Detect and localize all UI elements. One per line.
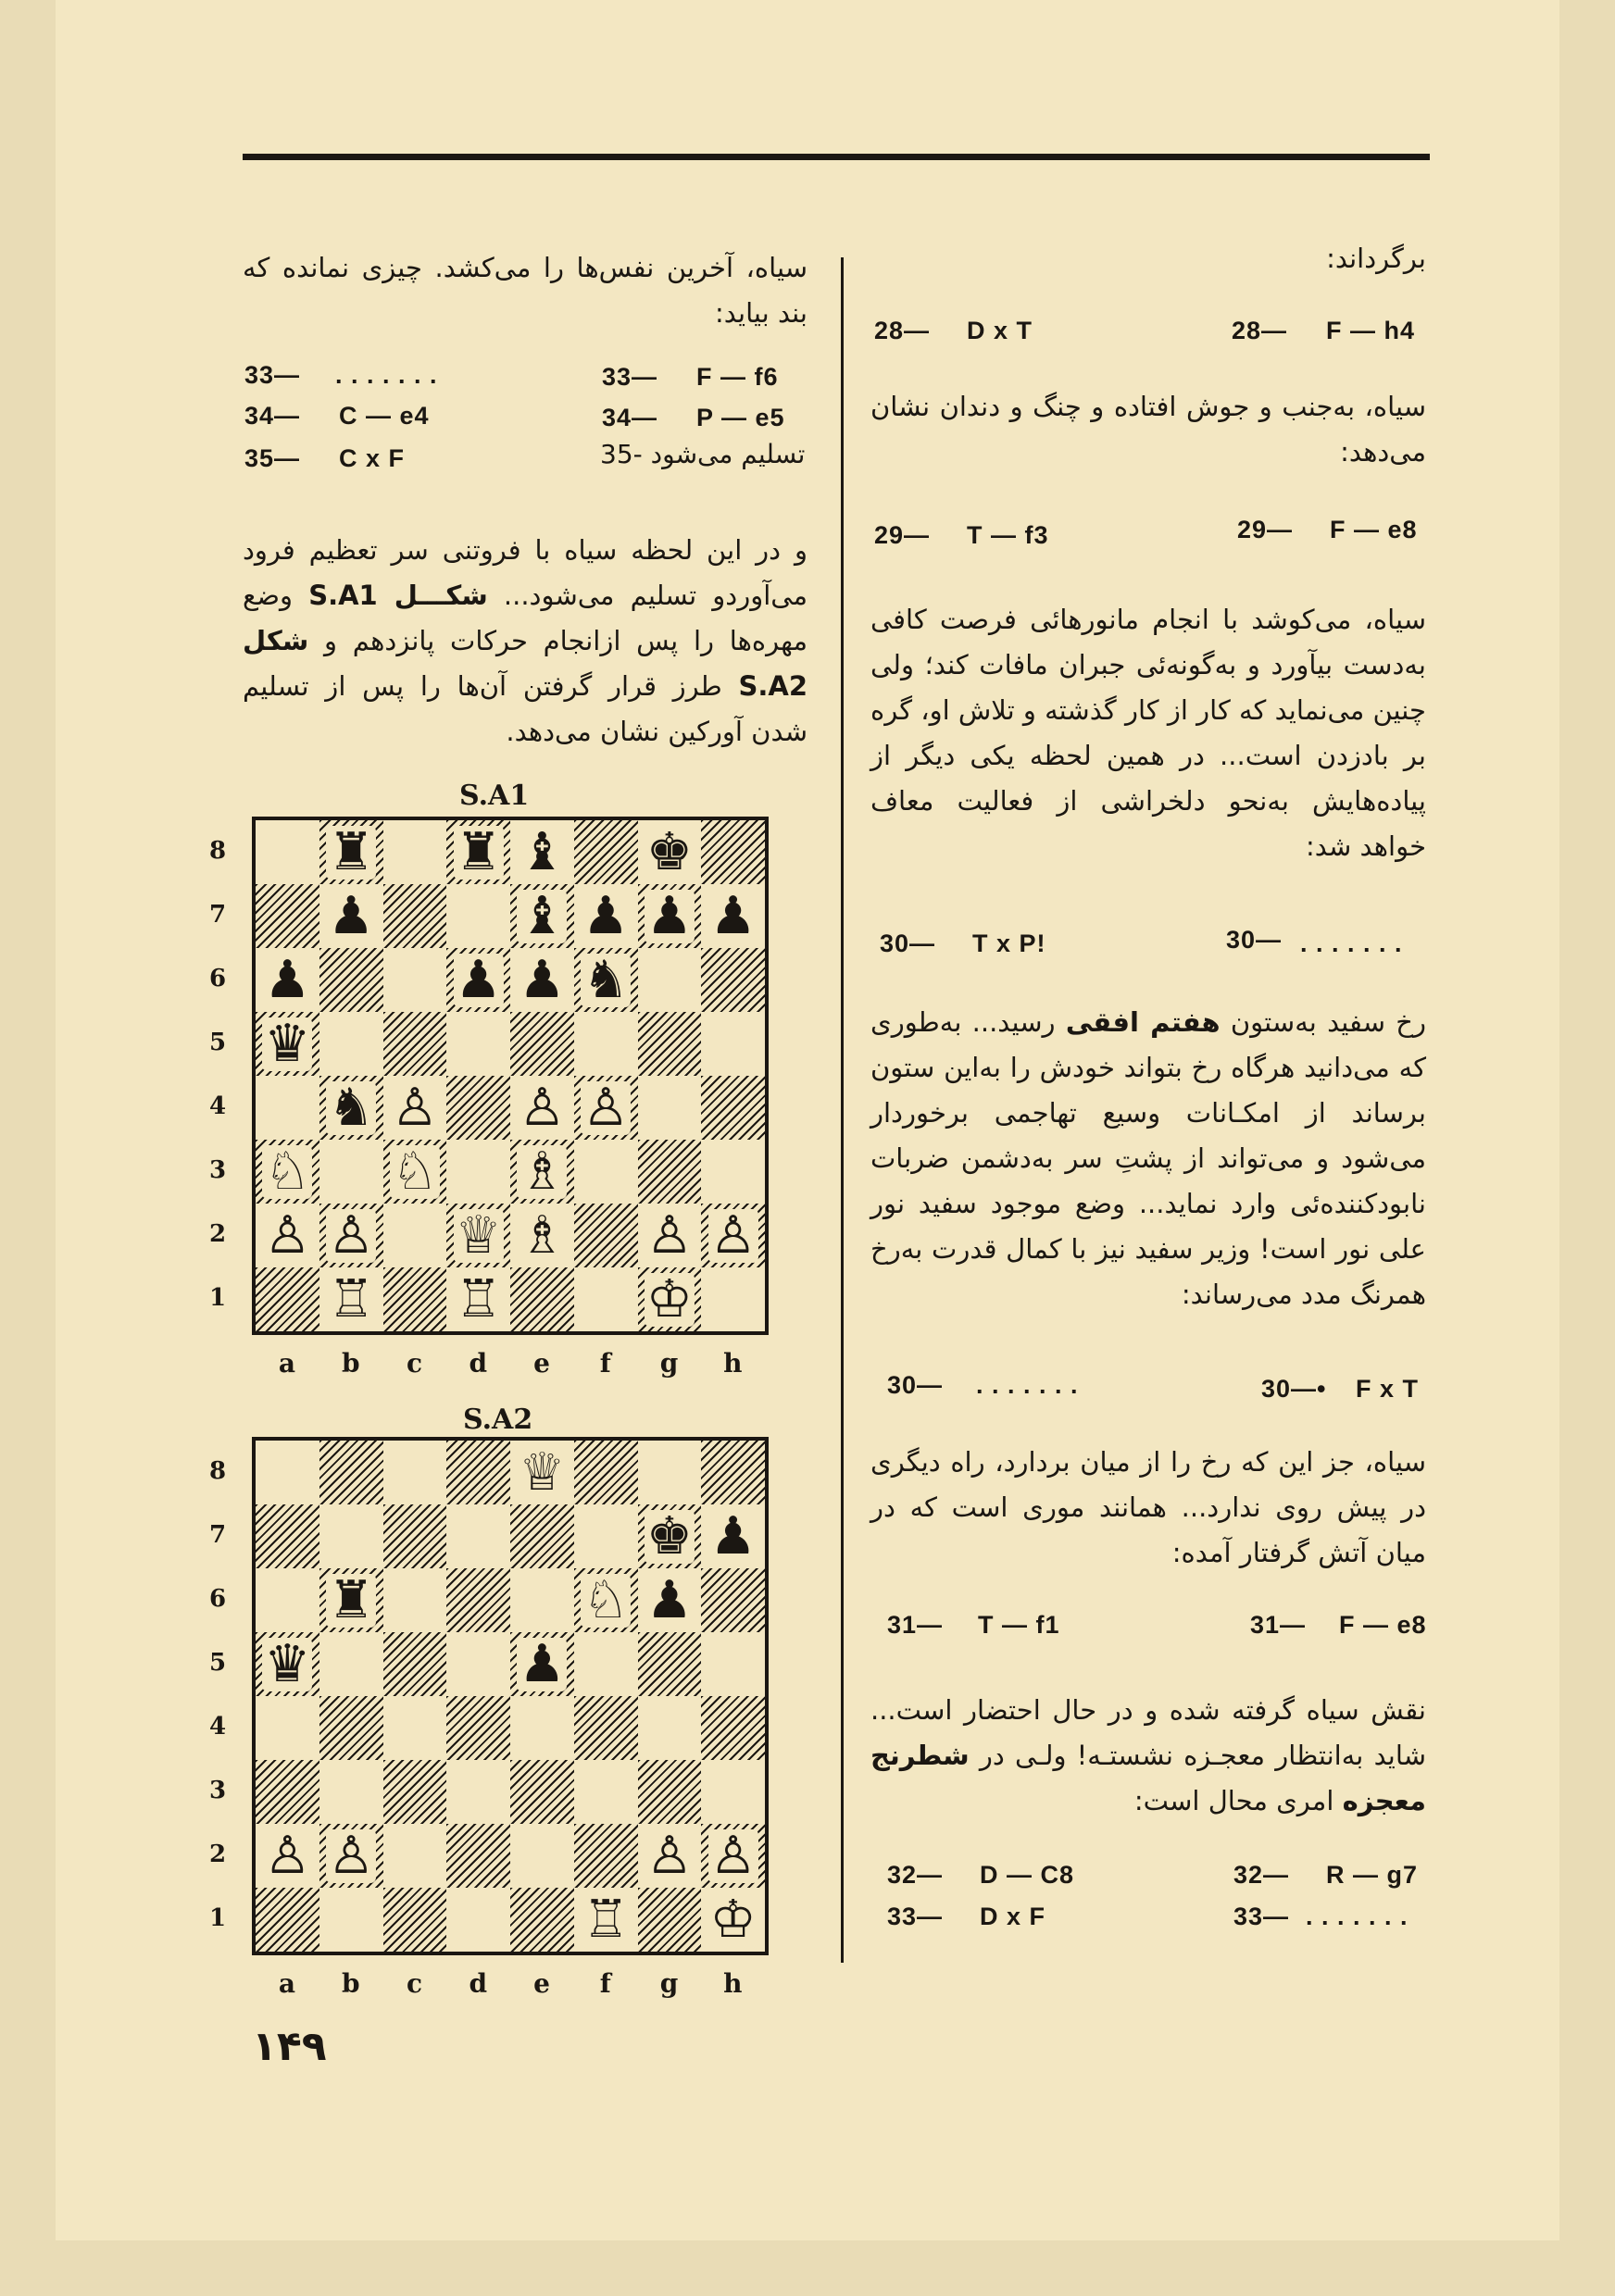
rank-label: 5 (208, 1649, 227, 1677)
board-square-g4 (638, 1076, 702, 1140)
chess-piece-h2: ♙ (709, 1825, 757, 1886)
board-square-b7 (319, 1504, 383, 1568)
board-square-d7 (446, 1504, 510, 1568)
board-square-g3 (638, 1760, 702, 1824)
rank-label: 7 (208, 901, 227, 929)
board-square-f3 (574, 1140, 638, 1204)
rank-label: 1 (208, 1284, 227, 1312)
chess-piece-h7: ♟ (709, 885, 757, 946)
board-square-f8 (574, 1441, 638, 1504)
move-text: . . . . . . . (335, 361, 438, 389)
board-square-b8 (319, 1441, 383, 1504)
file-label: c (406, 1968, 423, 1999)
file-label: c (406, 1348, 423, 1379)
page-number: ۱۴۹ (252, 2023, 327, 2070)
board-square-g6 (638, 948, 702, 1012)
commentary-text: و در این لحظه سیاه با فروتنی سر تعظیم فرود می‌آوردو تسلیم می‌شود... (243, 534, 808, 611)
resignation-move: تسلیم می‌شود -35 (600, 439, 806, 469)
move-number: 31— (887, 1611, 944, 1639)
board-square-a1 (256, 1267, 319, 1331)
file-label: b (341, 1348, 360, 1379)
move-number: 33— (244, 361, 301, 389)
board-square-c1 (383, 1267, 447, 1331)
rank-label: 6 (208, 1585, 227, 1613)
chess-piece-b8: ♜ (328, 821, 375, 882)
board-square-a7 (256, 1504, 319, 1568)
board-square-g5 (638, 1632, 702, 1696)
chess-piece-e2: ♗ (519, 1204, 566, 1266)
board-square-c8 (383, 1441, 447, 1504)
chess-piece-c3: ♘ (391, 1141, 438, 1202)
board-square-a8 (256, 1441, 319, 1504)
board-square-b3 (319, 1760, 383, 1824)
move-number: 33— (887, 1903, 944, 1930)
board-square-d7 (446, 884, 510, 948)
file-label: h (723, 1968, 743, 1999)
chess-piece-f7: ♟ (582, 885, 630, 946)
board-square-d1 (446, 1888, 510, 1952)
board-square-c1 (383, 1888, 447, 1952)
board-square-d4 (446, 1696, 510, 1760)
board-square-a8 (256, 820, 319, 884)
commentary-text: رسید... به‌طوری که می‌دانید هرگاه رخ بتواند خودش را به‌این ستون برساند از امکـانات وسیع تهاجمی برخوردار می‌شود و می‌تواند از پشتِ سر به‌دشمن ضربات نابودکننده‌ئی وارد نماید... وضع موجود سفید نور علی نور است! وزیر سفید نیز با کمال قدرت به‌رخ همرنگ مدد می‌رساند: (870, 1006, 1426, 1310)
chess-piece-a3: ♘ (264, 1141, 311, 1202)
move-number: 30— (1226, 926, 1283, 954)
chess-piece-a5: ♛ (264, 1013, 311, 1074)
chess-piece-g2: ♙ (645, 1204, 693, 1266)
chess-piece-e8: ♝ (519, 821, 566, 882)
column-divider (841, 257, 844, 1963)
board-square-h4 (701, 1696, 765, 1760)
chess-piece-d1: ♖ (455, 1268, 502, 1329)
figure-reference: شکل (243, 625, 309, 656)
board-square-c6 (383, 1568, 447, 1632)
move-text: F — e8 (1330, 516, 1418, 543)
board-square-c5 (383, 1012, 447, 1076)
chess-piece-h1: ♔ (709, 1889, 757, 1950)
file-label: d (469, 1348, 488, 1379)
move-text: T — f1 (978, 1611, 1060, 1639)
rank-label: 2 (208, 1220, 227, 1248)
rank-label: 1 (208, 1904, 227, 1932)
board-square-b5 (319, 1632, 383, 1696)
chess-piece-b2: ♙ (328, 1825, 375, 1886)
board-square-g4 (638, 1696, 702, 1760)
board-square-e1 (510, 1888, 574, 1952)
commentary-paragraph: سیاه، به‌جنب و جوش افتاده و چنگ و دندان نشان می‌دهد: (870, 391, 1426, 468)
move-text: C — e4 (339, 402, 430, 430)
move-number: 30—• (1261, 1375, 1327, 1403)
commentary-paragraph: سیاه، آخرین نفس‌ها را می‌کشد. چیزی نمانده که بند بیاید: (243, 252, 808, 329)
board-square-d4 (446, 1076, 510, 1140)
move-text: C x F (339, 444, 406, 472)
move-text: F — h4 (1326, 317, 1416, 344)
board-square-b1 (319, 1888, 383, 1952)
move-text: R — g7 (1326, 1861, 1419, 1889)
rank-label: 4 (208, 1713, 227, 1741)
move-number: 33— (1233, 1903, 1290, 1930)
file-label: e (533, 1968, 550, 1999)
commentary-paragraph (243, 528, 808, 755)
board-square-c7 (383, 1504, 447, 1568)
board-square-g3 (638, 1140, 702, 1204)
commentary-text: طرز قرار گرفتن آن‌ها را پس از تسلیم شدن آورکین نشان می‌دهد. (243, 670, 808, 747)
board-square-h6 (701, 1568, 765, 1632)
commentary-text: نقش سیاه گرفته شده و در حال احتضار است... شاید به‌انتظار معجـزه نشستـه! ولـی در (870, 1694, 1426, 1771)
board-square-d2 (446, 1824, 510, 1888)
chess-piece-d6: ♟ (455, 949, 502, 1010)
move-text: F x T (1356, 1375, 1420, 1403)
board-square-e5 (510, 1012, 574, 1076)
board-square-f5 (574, 1632, 638, 1696)
board-square-g8 (638, 1441, 702, 1504)
board-square-h3 (701, 1760, 765, 1824)
board-square-h1 (701, 1267, 765, 1331)
board-square-e1 (510, 1267, 574, 1331)
move-number: 28— (1232, 317, 1288, 344)
board-square-d3 (446, 1140, 510, 1204)
move-text: F — e8 (1339, 1611, 1427, 1639)
commentary-paragraph (870, 1688, 1426, 1824)
board-square-d6 (446, 1568, 510, 1632)
board-square-f4 (574, 1696, 638, 1760)
chess-piece-f6: ♞ (582, 949, 630, 1010)
rank-label: 2 (208, 1841, 227, 1868)
chess-piece-e5: ♟ (519, 1633, 566, 1694)
board-square-h6 (701, 948, 765, 1012)
move-number: 35— (244, 444, 301, 472)
chess-piece-e4: ♙ (519, 1077, 566, 1138)
figure-reference: S.A2 (738, 670, 808, 702)
file-label: a (278, 1348, 296, 1379)
move-number: 34— (244, 402, 301, 430)
move-text: T — f3 (967, 521, 1049, 549)
board-square-c6 (383, 948, 447, 1012)
move-number: 29— (1237, 516, 1294, 543)
chess-piece-d8: ♜ (455, 821, 502, 882)
file-label: a (278, 1968, 296, 1999)
board-square-h5 (701, 1632, 765, 1696)
commentary-text: وضع مهره‌ها را پس ازانجام حرکات پانزدهم و (243, 580, 808, 656)
chess-piece-b7: ♟ (328, 885, 375, 946)
file-label: b (341, 1968, 360, 1999)
chess-piece-b2: ♙ (328, 1204, 375, 1266)
board-square-g5 (638, 1012, 702, 1076)
move-number: 29— (874, 521, 931, 549)
board-square-f5 (574, 1012, 638, 1076)
move-number: 32— (1233, 1861, 1290, 1889)
chess-piece-f6: ♘ (582, 1569, 630, 1630)
board-square-a7 (256, 884, 319, 948)
board-square-a4 (256, 1076, 319, 1140)
board-square-b3 (319, 1140, 383, 1204)
file-label: d (469, 1968, 488, 1999)
chess-piece-b4: ♞ (328, 1077, 375, 1138)
board-square-d8 (446, 1441, 510, 1504)
rank-label: 3 (208, 1777, 227, 1804)
move-text: F — f6 (696, 363, 779, 391)
board-square-a3 (256, 1760, 319, 1824)
move-text: . . . . . . . (976, 1371, 1079, 1399)
chess-piece-g8: ♚ (645, 821, 693, 882)
rank-label: 5 (208, 1029, 227, 1056)
board-square-f2 (574, 1204, 638, 1267)
chess-piece-g1: ♔ (645, 1268, 693, 1329)
figure-reference: S.A1 (308, 580, 394, 611)
chess-piece-a2: ♙ (264, 1825, 311, 1886)
move-number: 30— (880, 930, 936, 957)
chess-board (252, 817, 769, 1335)
move-text: D x T (967, 317, 1033, 344)
chess-piece-b6: ♜ (328, 1569, 375, 1630)
rank-label: 6 (208, 965, 227, 992)
commentary-paragraph: سیاه، می‌کوشد با انجام مانورهائی فرصت کافی به‌دست بیآورد و به‌گونه‌ئی جبران مافات کند؛ ولی چنین می‌نماید که کار از کار گذشته و تلاش او، گره بر بادزدن است... در همین لحظه یکی دیگر از پیاده‌هایش به‌نحو دلخراشی از فعالیت معاف خواهد شد: (870, 604, 1426, 862)
chess-piece-b1: ♖ (328, 1268, 375, 1329)
board-square-b5 (319, 1012, 383, 1076)
board-square-h5 (701, 1012, 765, 1076)
move-number: 30— (887, 1371, 944, 1399)
board-square-c7 (383, 884, 447, 948)
move-number: 31— (1250, 1611, 1307, 1639)
move-number: 28— (874, 317, 931, 344)
board-square-f3 (574, 1760, 638, 1824)
chess-piece-g7: ♚ (645, 1505, 693, 1566)
commentary-paragraph: سیاه، جز این که رخ را از میان بردارد، راه دیگری در پیش روی ندارد... همانند موری است که در میان آتش گرفتار آمده: (870, 1446, 1426, 1568)
chess-piece-a5: ♛ (264, 1633, 311, 1694)
board-square-a1 (256, 1888, 319, 1952)
board-square-d5 (446, 1632, 510, 1696)
board-square-d5 (446, 1012, 510, 1076)
board-square-e4 (510, 1696, 574, 1760)
chess-piece-f1: ♖ (582, 1889, 630, 1950)
chess-piece-h2: ♙ (709, 1204, 757, 1266)
file-label: g (659, 1348, 679, 1379)
board-square-a4 (256, 1696, 319, 1760)
board-square-c4 (383, 1696, 447, 1760)
chess-piece-f4: ♙ (582, 1077, 630, 1138)
file-label: f (599, 1968, 611, 1999)
move-number: 33— (602, 363, 658, 391)
rank-label: 3 (208, 1156, 227, 1184)
chess-piece-g6: ♟ (645, 1569, 693, 1630)
board-square-e3 (510, 1760, 574, 1824)
board-square-g1 (638, 1888, 702, 1952)
board-square-a6 (256, 1568, 319, 1632)
chess-piece-h7: ♟ (709, 1505, 757, 1566)
commentary-text: امری محال است: (1133, 1785, 1343, 1816)
intro-text: برگرداند: (1326, 243, 1426, 274)
header-rule (243, 154, 1430, 160)
board-square-e2 (510, 1824, 574, 1888)
board-square-f2 (574, 1824, 638, 1888)
chess-piece-g7: ♟ (645, 885, 693, 946)
rank-label: 4 (208, 1092, 227, 1120)
rank-label: 7 (208, 1521, 227, 1549)
chess-piece-g2: ♙ (645, 1825, 693, 1886)
board-square-d3 (446, 1760, 510, 1824)
board-square-h8 (701, 820, 765, 884)
diagram-title: S.A2 (463, 1404, 533, 1436)
move-number: 34— (602, 404, 658, 431)
board-square-b6 (319, 948, 383, 1012)
board-square-c2 (383, 1204, 447, 1267)
chess-piece-e6: ♟ (519, 949, 566, 1010)
board-square-e7 (510, 1504, 574, 1568)
chess-piece-a6: ♟ (264, 949, 311, 1010)
commentary-paragraph (870, 1000, 1426, 1317)
file-label: h (723, 1348, 743, 1379)
board-square-f8 (574, 820, 638, 884)
chess-piece-a2: ♙ (264, 1204, 311, 1266)
board-square-e6 (510, 1568, 574, 1632)
board-square-b4 (319, 1696, 383, 1760)
board-square-c5 (383, 1632, 447, 1696)
board-square-f7 (574, 1504, 638, 1568)
board-square-h8 (701, 1441, 765, 1504)
move-text: D x F (980, 1903, 1046, 1930)
move-text: D — C8 (980, 1861, 1075, 1889)
commentary-emphasis: هفتم افقی (1065, 1006, 1221, 1038)
board-square-c3 (383, 1760, 447, 1824)
diagram-title: S.A1 (459, 780, 530, 812)
move-text: . . . . . . . (1306, 1903, 1408, 1930)
chess-piece-e7: ♝ (519, 885, 566, 946)
figure-reference: شکـــل (394, 580, 488, 611)
move-number: 32— (887, 1861, 944, 1889)
rank-label: 8 (208, 837, 227, 865)
board-square-c2 (383, 1824, 447, 1888)
commentary-emphasis: شطرنج معجزه (870, 1740, 1426, 1816)
chess-piece-d2: ♕ (455, 1204, 502, 1266)
board-square-f1 (574, 1267, 638, 1331)
chess-piece-e8: ♕ (519, 1441, 566, 1503)
board-square-c8 (383, 820, 447, 884)
board-square-h4 (701, 1076, 765, 1140)
file-label: e (533, 1348, 550, 1379)
commentary-text: رخ سفید به‌ستون (1220, 1006, 1426, 1038)
move-text: . . . . . . . (1300, 930, 1403, 957)
rank-label: 8 (208, 1457, 227, 1485)
move-text: P — e5 (696, 404, 785, 431)
move-text: T x P! (972, 930, 1046, 957)
file-label: f (599, 1348, 611, 1379)
board-square-h3 (701, 1140, 765, 1204)
file-label: g (659, 1968, 679, 1999)
chess-piece-e3: ♗ (519, 1141, 566, 1202)
chess-piece-c4: ♙ (391, 1077, 438, 1138)
chess-board (252, 1437, 769, 1955)
